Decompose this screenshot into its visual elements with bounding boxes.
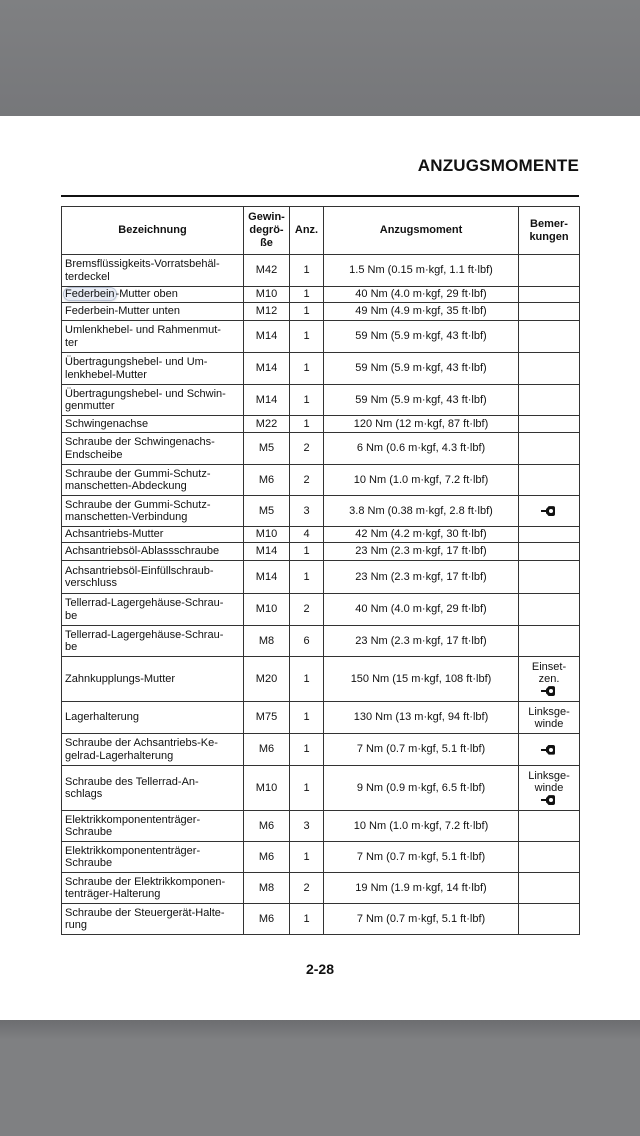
table-header-row — [62, 207, 580, 255]
cell-bezeichnung-text: Übertragungshebel- und Um- lenkhebel-Mutter — [65, 356, 208, 381]
cell-anzahl: 1 — [290, 766, 324, 811]
cell-bemerkungen — [519, 811, 580, 842]
cell-bezeichnung-text: Achsantriebsöl-Einfüllschraub- verschluss — [65, 564, 214, 589]
cell-bezeichnung — [62, 496, 244, 527]
cell-bezeichnung — [62, 385, 244, 416]
remark-text: Einset- zen. — [531, 661, 567, 685]
cell-anzahl: 3 — [290, 496, 324, 527]
table-row — [62, 527, 580, 543]
page-title: ANZUGSMOMENTE — [417, 156, 579, 175]
remark-text: Linksge- winde — [528, 770, 570, 794]
header-gewindegroesse: Gewin- degrö- ße — [244, 207, 290, 255]
table-row — [62, 496, 580, 527]
cell-bemerkungen — [519, 496, 580, 527]
cell-gewindegroesse: M20 — [244, 657, 290, 702]
cell-bezeichnung — [62, 811, 244, 842]
cell-gewindegroesse: M75 — [244, 702, 290, 734]
cell-bezeichnung-text: Federbein-Mutter unten — [65, 305, 180, 318]
cell-bezeichnung-text: Bremsflüssigkeits-Vorratsbehäl- terdeckel — [65, 258, 220, 283]
header-anzahl: Anz. — [290, 207, 324, 255]
header-bezeichnung: Bezeichnung — [62, 207, 244, 255]
cell-anzahl: 6 — [290, 626, 324, 657]
cell-anzugsmoment: 10 Nm (1.0 m·kgf, 7.2 ft·lbf) — [324, 811, 519, 842]
cell-bezeichnung — [62, 766, 244, 811]
cell-bemerkungen — [519, 255, 580, 287]
cell-anzahl: 1 — [290, 657, 324, 702]
cell-bemerkungen — [519, 626, 580, 657]
cell-bezeichnung-text: Schraube des Tellerrad-An- schlags — [65, 775, 199, 800]
table-row — [62, 561, 580, 594]
cell-gewindegroesse: M12 — [244, 303, 290, 321]
cell-anzahl: 1 — [290, 561, 324, 594]
cell-gewindegroesse: M6 — [244, 734, 290, 766]
cell-bemerkungen — [519, 303, 580, 321]
viewer-background-top — [0, 0, 640, 116]
cell-anzugsmoment: 3.8 Nm (0.38 m·kgf, 2.8 ft·lbf) — [324, 496, 519, 527]
cell-anzugsmoment: 59 Nm (5.9 m·kgf, 43 ft·lbf) — [324, 385, 519, 416]
cell-bezeichnung — [62, 594, 244, 626]
cell-bezeichnung-text: Schwingenachse — [65, 417, 149, 430]
cell-bemerkungen — [519, 321, 580, 353]
cell-bemerkungen — [519, 385, 580, 416]
cell-bezeichnung — [62, 734, 244, 766]
cell-bemerkungen — [519, 904, 580, 935]
cell-anzugsmoment: 1.5 Nm (0.15 m·kgf, 1.1 ft·lbf) — [324, 255, 519, 287]
cell-bemerkungen — [519, 465, 580, 496]
cell-anzugsmoment: 9 Nm (0.9 m·kgf, 6.5 ft·lbf) — [324, 766, 519, 811]
cell-anzahl: 2 — [290, 465, 324, 496]
cell-gewindegroesse: M8 — [244, 626, 290, 657]
cell-anzugsmoment: 23 Nm (2.3 m·kgf, 17 ft·lbf) — [324, 626, 519, 657]
cell-anzugsmoment: 59 Nm (5.9 m·kgf, 43 ft·lbf) — [324, 353, 519, 385]
table-row — [62, 433, 580, 465]
cell-bezeichnung-text: Elektrikkomponententräger- Schraube — [65, 844, 201, 869]
table-row — [62, 734, 580, 766]
cell-bezeichnung — [62, 527, 244, 543]
cell-bezeichnung — [62, 321, 244, 353]
cell-gewindegroesse: M14 — [244, 321, 290, 353]
cell-anzugsmoment: 49 Nm (4.9 m·kgf, 35 ft·lbf) — [324, 303, 519, 321]
cell-bezeichnung — [62, 543, 244, 561]
cell-anzahl: 1 — [290, 734, 324, 766]
header-bemerkungen: Bemer- kungen — [519, 207, 580, 255]
cell-bezeichnung-text: Schraube der Gummi-Schutz- manschetten-Verbindung — [65, 498, 211, 523]
cell-bemerkungen — [519, 561, 580, 594]
cell-gewindegroesse: M6 — [244, 842, 290, 873]
cell-gewindegroesse: M10 — [244, 594, 290, 626]
cell-bezeichnung-text: Zahnkupplungs-Mutter — [65, 672, 176, 685]
cell-bemerkungen — [519, 873, 580, 904]
cell-bemerkungen — [519, 416, 580, 433]
cell-gewindegroesse: M6 — [244, 904, 290, 935]
cell-anzahl: 1 — [290, 287, 324, 303]
cell-anzahl: 1 — [290, 385, 324, 416]
cell-bemerkungen — [519, 702, 580, 734]
cell-anzugsmoment: 7 Nm (0.7 m·kgf, 5.1 ft·lbf) — [324, 842, 519, 873]
cell-gewindegroesse: M14 — [244, 353, 290, 385]
table-row — [62, 702, 580, 734]
cell-gewindegroesse: M14 — [244, 543, 290, 561]
cell-gewindegroesse: M6 — [244, 465, 290, 496]
cell-bezeichnung — [62, 561, 244, 594]
title-rule — [61, 195, 579, 197]
cell-bezeichnung-text: Schraube der Achsantriebs-Ke- gelrad-Lagerhalterung — [65, 737, 218, 762]
locking-agent-icon — [541, 686, 557, 696]
table-row — [62, 657, 580, 702]
locking-agent-icon — [541, 745, 557, 755]
torque-table — [61, 206, 580, 935]
cell-anzahl: 1 — [290, 303, 324, 321]
cell-anzahl: 4 — [290, 527, 324, 543]
cell-bemerkungen — [519, 353, 580, 385]
cell-anzugsmoment: 150 Nm (15 m·kgf, 108 ft·lbf) — [324, 657, 519, 702]
table-row — [62, 385, 580, 416]
cell-bezeichnung — [62, 626, 244, 657]
cell-bezeichnung — [62, 287, 244, 303]
table-row — [62, 594, 580, 626]
cell-bezeichnung — [62, 873, 244, 904]
cell-anzugsmoment: 40 Nm (4.0 m·kgf, 29 ft·lbf) — [324, 594, 519, 626]
cell-bemerkungen — [519, 543, 580, 561]
cell-bemerkungen — [519, 766, 580, 811]
table-row — [62, 842, 580, 873]
cell-bemerkungen — [519, 842, 580, 873]
cell-bezeichnung-text: Schraube der Gummi-Schutz- manschetten-Abdeckung — [65, 467, 211, 492]
table-row — [62, 543, 580, 561]
cell-anzugsmoment: 42 Nm (4.2 m·kgf, 30 ft·lbf) — [324, 527, 519, 543]
cell-anzugsmoment: 23 Nm (2.3 m·kgf, 17 ft·lbf) — [324, 561, 519, 594]
table-row — [62, 321, 580, 353]
cell-bezeichnung-text: Achsantriebs-Mutter — [65, 528, 164, 541]
viewer-background-bottom — [0, 1020, 640, 1136]
cell-bezeichnung-text: Tellerrad-Lagergehäuse-Schrau- be — [65, 628, 224, 653]
cell-gewindegroesse: M14 — [244, 561, 290, 594]
cell-bezeichnung — [62, 657, 244, 702]
cell-bezeichnung — [62, 702, 244, 734]
cell-bezeichnung — [62, 842, 244, 873]
cell-anzugsmoment: 130 Nm (13 m·kgf, 94 ft·lbf) — [324, 702, 519, 734]
cell-bezeichnung — [62, 433, 244, 465]
cell-bezeichnung-text: Schraube der Schwingenachs- Endscheibe — [65, 436, 215, 461]
cell-bemerkungen — [519, 657, 580, 702]
cell-bezeichnung — [62, 416, 244, 433]
cell-bezeichnung — [62, 465, 244, 496]
table-row — [62, 626, 580, 657]
cell-gewindegroesse: M22 — [244, 416, 290, 433]
cell-bezeichnung — [62, 904, 244, 935]
table-row — [62, 811, 580, 842]
locking-agent-icon — [541, 506, 557, 516]
cell-anzahl: 1 — [290, 904, 324, 935]
table-row — [62, 416, 580, 433]
cell-anzugsmoment: 19 Nm (1.9 m·kgf, 14 ft·lbf) — [324, 873, 519, 904]
cell-bemerkungen — [519, 527, 580, 543]
cell-gewindegroesse: M42 — [244, 255, 290, 287]
header-anzugsmoment: Anzugsmoment — [324, 207, 519, 255]
table-row — [62, 287, 580, 303]
cell-anzugsmoment: 7 Nm (0.7 m·kgf, 5.1 ft·lbf) — [324, 904, 519, 935]
cell-anzahl: 2 — [290, 594, 324, 626]
cell-anzugsmoment: 59 Nm (5.9 m·kgf, 43 ft·lbf) — [324, 321, 519, 353]
cell-bezeichnung-text: Elektrikkomponententräger- Schraube — [65, 813, 201, 838]
cell-anzahl: 1 — [290, 702, 324, 734]
cell-gewindegroesse: M5 — [244, 496, 290, 527]
cell-bemerkungen — [519, 287, 580, 303]
table-row — [62, 465, 580, 496]
page-number: 2-28 — [305, 961, 335, 977]
cell-anzahl: 1 — [290, 255, 324, 287]
cell-gewindegroesse: M10 — [244, 766, 290, 811]
table-row — [62, 353, 580, 385]
cell-bezeichnung-text: Tellerrad-Lagergehäuse-Schrau- be — [65, 597, 224, 622]
cell-anzahl: 2 — [290, 433, 324, 465]
cell-anzugsmoment: 120 Nm (12 m·kgf, 87 ft·lbf) — [324, 416, 519, 433]
table-row — [62, 873, 580, 904]
cell-gewindegroesse: M10 — [244, 527, 290, 543]
cell-bezeichnung-text: -Mutter oben — [115, 288, 178, 301]
cell-anzahl: 1 — [290, 416, 324, 433]
cell-bezeichnung — [62, 353, 244, 385]
cell-anzugsmoment: 40 Nm (4.0 m·kgf, 29 ft·lbf) — [324, 287, 519, 303]
cell-gewindegroesse: M14 — [244, 385, 290, 416]
cell-anzahl: 1 — [290, 543, 324, 561]
cell-gewindegroesse: M8 — [244, 873, 290, 904]
search-highlight[interactable]: Federbein — [65, 288, 115, 301]
document-page[interactable] — [0, 116, 640, 1020]
cell-anzahl: 3 — [290, 811, 324, 842]
remark-text: Linksge- winde — [528, 705, 570, 730]
table-row — [62, 904, 580, 935]
cell-bezeichnung-text: Achsantriebsöl-Ablassschraube — [65, 545, 220, 558]
cell-gewindegroesse: M5 — [244, 433, 290, 465]
cell-bezeichnung-text: Lagerhalterung — [65, 711, 140, 724]
table-row — [62, 766, 580, 811]
cell-bemerkungen — [519, 734, 580, 766]
cell-bezeichnung-text: Schraube der Elektrikkomponen- tenträger-Halterung — [65, 875, 226, 900]
cell-anzugsmoment: 6 Nm (0.6 m·kgf, 4.3 ft·lbf) — [324, 433, 519, 465]
cell-anzahl: 1 — [290, 353, 324, 385]
cell-bemerkungen — [519, 594, 580, 626]
cell-bemerkungen — [519, 433, 580, 465]
table-row — [62, 303, 580, 321]
cell-bezeichnung-text: Umlenkhebel- und Rahmenmut- ter — [65, 324, 221, 349]
cell-bezeichnung-text: Übertragungshebel- und Schwin- genmutter — [65, 387, 226, 412]
cell-bezeichnung-text: Schraube der Steuergerät-Halte- rung — [65, 906, 225, 931]
cell-anzugsmoment: 10 Nm (1.0 m·kgf, 7.2 ft·lbf) — [324, 465, 519, 496]
cell-anzugsmoment: 7 Nm (0.7 m·kgf, 5.1 ft·lbf) — [324, 734, 519, 766]
cell-anzahl: 2 — [290, 873, 324, 904]
cell-anzahl: 1 — [290, 321, 324, 353]
cell-bezeichnung — [62, 303, 244, 321]
cell-gewindegroesse: M10 — [244, 287, 290, 303]
locking-agent-icon — [541, 795, 557, 805]
cell-gewindegroesse: M6 — [244, 811, 290, 842]
cell-anzugsmoment: 23 Nm (2.3 m·kgf, 17 ft·lbf) — [324, 543, 519, 561]
table-row — [62, 255, 580, 287]
cell-anzahl: 1 — [290, 842, 324, 873]
cell-bezeichnung — [62, 255, 244, 287]
